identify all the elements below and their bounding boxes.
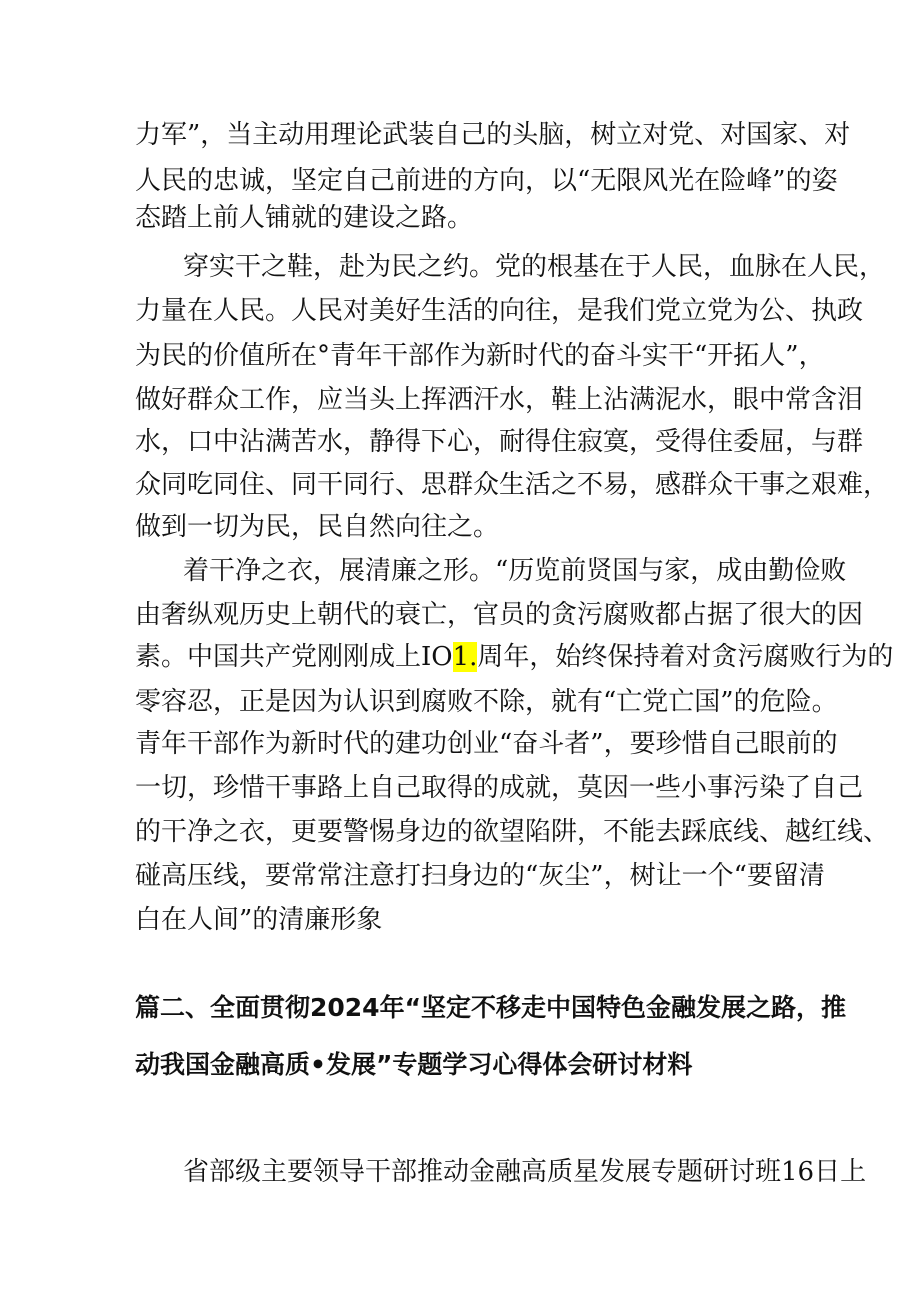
paragraph-line: 零容忍，正是因为认识到腐败不除，就有“亡党亡国”的危险。 bbox=[135, 687, 838, 717]
paragraph-line: 做到一切为民，民自然向往之。 bbox=[135, 512, 500, 542]
paragraph-line: 人民的忠诚，坚定自己前进的方向，以“无限风光在险峰”的姿 bbox=[135, 166, 838, 196]
paragraph-line: 做好群众工作，应当头上挥洒汗水，鞋上沾满泥水，眼中常含泪 bbox=[135, 385, 864, 415]
paragraph-line: 众同吃同住、同干同行、思群众生活之不易，感群众干事之艰难， bbox=[135, 470, 890, 500]
highlighted-text: 1. bbox=[452, 642, 478, 672]
paragraph-line: 省部级主要领导干部推动金融高质星发展专题研讨班16日上 bbox=[183, 1157, 867, 1187]
paragraph-line: 力量在人民。人民对美好生活的向往，是我们党立党为公、执政 bbox=[135, 296, 864, 326]
paragraph-line: 的干净之衣，更要警惕身边的欲望陷阱，不能去踩底线、越红线、 bbox=[135, 817, 890, 847]
paragraph-line: 水，口中沾满苦水，静得下心，耐得住寂寞，受得住委屈，与群 bbox=[135, 427, 864, 457]
paragraph-text: 周年，始终保持着对贪污腐败行为的 bbox=[477, 642, 894, 672]
paragraph-line: 白在人间”的清廉形象 bbox=[135, 905, 383, 935]
paragraph-line: 力军”，当主动用理论武装自己的头脑，树立对党、对国家、对 bbox=[135, 120, 851, 150]
paragraph-line: 着干净之衣，展清廉之形。“历览前贤国与家，成由勤俭败 bbox=[183, 556, 847, 586]
paragraph-line: 穿实干之鞋，赴为民之约。党的根基在于人民，血脉在人民， bbox=[183, 252, 886, 282]
paragraph-line: 青年干部作为新时代的建功创业“奋斗者”，要珍惜自己眼前的 bbox=[135, 729, 838, 759]
section-heading-line: 篇二、全面贯彻2024年“坚定不移走中国特色金融发展之路，推 bbox=[135, 993, 847, 1022]
section-heading-line: 动我国金融高质•发展”专题学习心得体会研讨材料 bbox=[135, 1050, 693, 1079]
paragraph-text: 素。中国共产党刚刚成上IO bbox=[135, 642, 453, 672]
paragraph-line: 为民的价值所在°青年干部作为新时代的奋斗实干“开拓人”， bbox=[135, 341, 825, 371]
paragraph-line: 由奢纵观历史上朝代的衰亡，官员的贪污腐败都占据了很大的因 bbox=[135, 600, 864, 630]
paragraph-line-with-highlight bbox=[135, 640, 893, 674]
paragraph-line: 态踏上前人铺就的建设之路。 bbox=[135, 203, 474, 233]
paragraph-line: 一切，珍惜干事路上自己取得的成就，莫因一些小事污染了自己 bbox=[135, 773, 864, 803]
paragraph-line: 碰高压线，要常常注意打扫身边的“灰尘”，树让一个“要留清 bbox=[135, 861, 825, 891]
